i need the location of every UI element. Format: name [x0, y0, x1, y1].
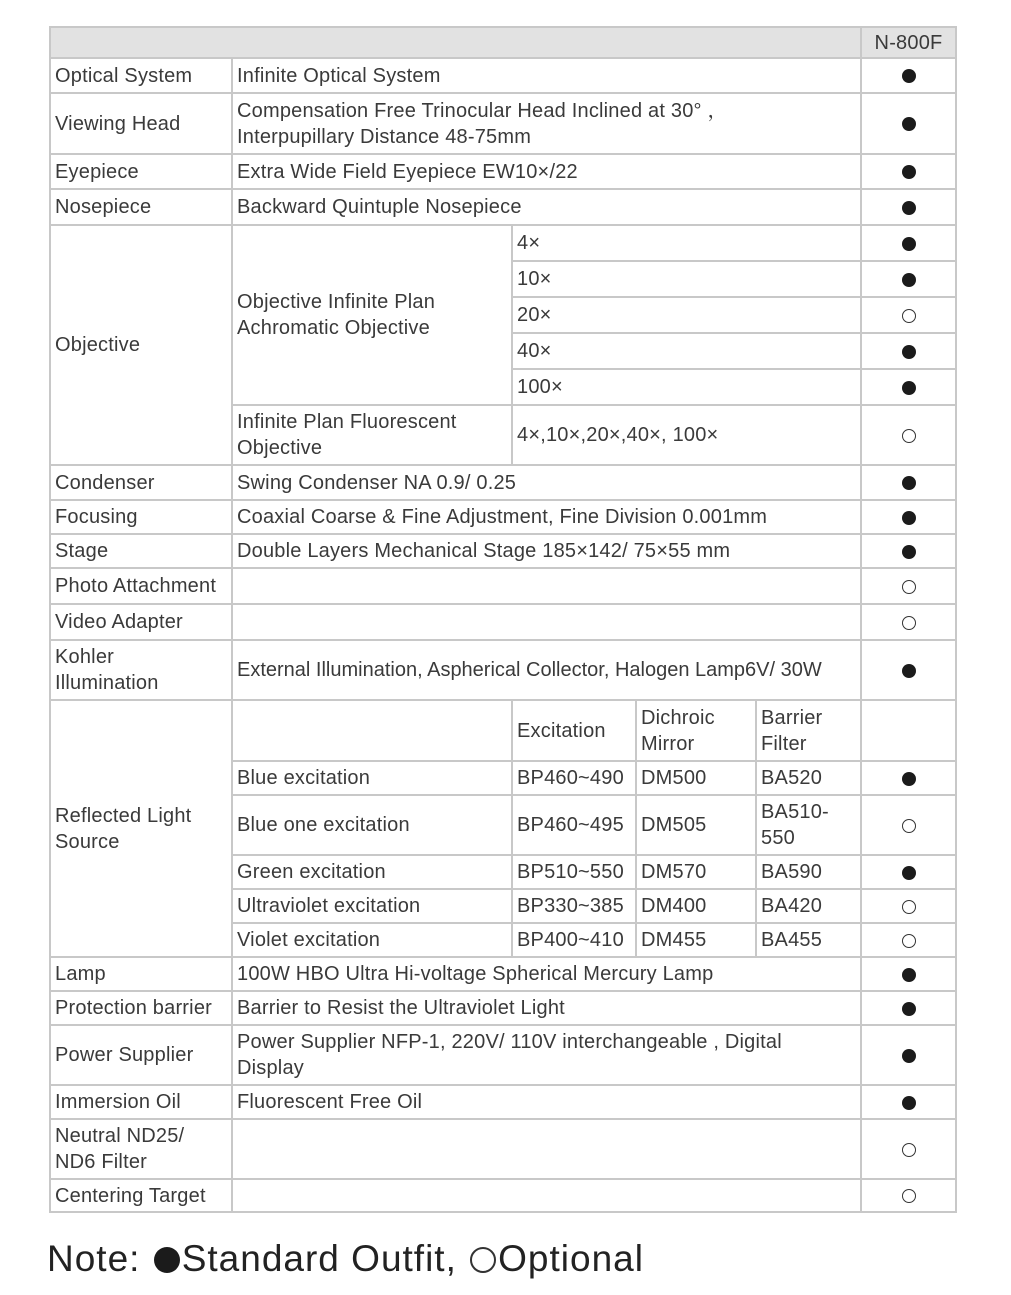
filter-excitation: BP330~385: [512, 889, 636, 923]
row-description: [232, 1025, 861, 1085]
filter-name: Blue one excitation: [232, 795, 512, 855]
row-description: Double Layers Mechanical Stage 185×142/ 75×55 mm: [232, 534, 861, 568]
row-condenser: [50, 465, 956, 500]
standard-dot-icon: [902, 772, 916, 786]
row-description: Extra Wide Field Eyepiece EW10×/22: [232, 154, 861, 189]
row-immersion-oil: [50, 1085, 956, 1119]
mark-cell: [861, 761, 956, 795]
standard-dot-icon: [902, 345, 916, 359]
label-line: Kohler: [55, 646, 115, 668]
filter-name: Blue excitation: [232, 761, 512, 795]
mark-cell: [861, 1085, 956, 1119]
filter-mirror: DM500: [636, 761, 756, 795]
mark-cell: [861, 297, 956, 333]
desc-line: Interpupillary Distance 48-75mm: [237, 125, 532, 148]
mark-cell: [861, 500, 956, 534]
header-line: Dichroic: [641, 706, 715, 729]
row-label: Condenser: [50, 465, 232, 500]
note-standard: Standard Outfit,: [181, 1238, 469, 1279]
objective-mag: 20×: [512, 297, 861, 333]
row-description: Fluorescent Free Oil: [232, 1085, 861, 1119]
mark-cell: [861, 700, 956, 761]
standard-dot-icon: [902, 201, 916, 215]
row-nosepiece: [50, 189, 956, 225]
objective-mag: 10×: [512, 261, 861, 297]
row-description: [232, 1119, 861, 1179]
filter-barrier: BA520: [756, 761, 861, 795]
standard-dot-icon: [902, 69, 916, 83]
row-label: [50, 1119, 232, 1179]
row-label: Protection barrier: [50, 991, 232, 1025]
objective-mag: 100×: [512, 369, 861, 405]
desc-line: Power Supplier NFP-1, 220V/ 110V interchangeable , Digital: [237, 1031, 782, 1053]
desc-line: Objective: [237, 437, 323, 459]
filter-excitation: BP460~490: [512, 761, 636, 795]
mark-cell: [861, 640, 956, 700]
note-optional: Optional: [498, 1238, 644, 1279]
objective-mag: 4×,10×,20×,40×, 100×: [512, 405, 861, 465]
optional-circle-icon: [902, 616, 916, 630]
mark-cell: [861, 855, 956, 889]
standard-dot-icon: [902, 545, 916, 559]
label-line: Reflected Light: [55, 804, 192, 827]
row-label: [50, 700, 232, 957]
filter-barrier: BA420: [756, 889, 861, 923]
row-label: Photo Attachment: [50, 568, 232, 604]
row-description: Swing Condenser NA 0.9/ 0.25: [232, 465, 861, 500]
standard-dot-icon: [902, 968, 916, 982]
filter-mirror: DM570: [636, 855, 756, 889]
row-focusing: [50, 500, 956, 534]
mark-cell: [861, 991, 956, 1025]
row-label: Optical System: [50, 58, 232, 93]
row-description: Backward Quintuple Nosepiece: [232, 189, 861, 225]
header-line: Filter: [761, 732, 807, 755]
filter-name-header: [232, 700, 512, 761]
row-power-supplier: [50, 1025, 956, 1085]
desc-line: Achromatic Objective: [237, 317, 430, 339]
mark-cell: [861, 465, 956, 500]
row-centering-target: [50, 1179, 956, 1212]
row-label: Objective: [50, 225, 232, 465]
standard-dot-icon: [902, 1096, 916, 1110]
row-description: [232, 1179, 861, 1212]
optional-circle-icon: [902, 429, 916, 443]
filter-mirror: DM505: [636, 795, 756, 855]
row-label: Centering Target: [50, 1179, 232, 1212]
mark-cell: [861, 1179, 956, 1212]
row-description: 100W HBO Ultra Hi-voltage Spherical Mercury Lamp: [232, 957, 861, 991]
standard-dot-icon: [902, 476, 916, 490]
row-description: Coaxial Coarse & Fine Adjustment, Fine Division 0.001mm: [232, 500, 861, 534]
mark-cell: [861, 261, 956, 297]
standard-dot-icon: [902, 237, 916, 251]
mark-cell: [861, 58, 956, 93]
note-prefix: Note:: [47, 1238, 152, 1279]
filter-excitation: BP460~495: [512, 795, 636, 855]
mark-cell: [861, 154, 956, 189]
standard-dot-icon: [902, 165, 916, 179]
mark-cell: [861, 1025, 956, 1085]
mark-cell: [861, 93, 956, 154]
row-description: Barrier to Resist the Ultraviolet Light: [232, 991, 861, 1025]
filter-line: BA510-: [761, 801, 829, 823]
mark-cell: [861, 1119, 956, 1179]
filter-barrier: [756, 795, 861, 855]
filter-mirror: DM400: [636, 889, 756, 923]
mark-cell: [861, 957, 956, 991]
filter-excitation: BP510~550: [512, 855, 636, 889]
row-optical-system: [50, 58, 956, 93]
filter-mirror: DM455: [636, 923, 756, 957]
mark-cell: [861, 923, 956, 957]
row-label: Stage: [50, 534, 232, 568]
model-header: N-800F: [861, 27, 956, 58]
row-description: [232, 568, 861, 604]
row-label: Focusing: [50, 500, 232, 534]
filter-excitation: BP400~410: [512, 923, 636, 957]
header-blank-cell: [50, 27, 861, 58]
optional-circle-icon: [902, 309, 916, 323]
mark-cell: [861, 189, 956, 225]
barrier-filter-header: [756, 700, 861, 761]
optional-circle-icon: [902, 580, 916, 594]
standard-dot-icon: [902, 1049, 916, 1063]
row-kohler-illumination: [50, 640, 956, 700]
row-stage: [50, 534, 956, 568]
row-neutral-filter: [50, 1119, 956, 1179]
row-label: Immersion Oil: [50, 1085, 232, 1119]
row-reflected-light-header: [50, 700, 956, 761]
mark-cell: [861, 889, 956, 923]
standard-dot-icon: [902, 1002, 916, 1016]
optional-circle-icon: [902, 1143, 916, 1157]
row-protection-barrier: [50, 991, 956, 1025]
header-line: Barrier: [761, 706, 823, 729]
desc-line: Compensation Free Trinocular Head Inclined at 30° ，: [237, 99, 728, 122]
row-eyepiece: [50, 154, 956, 189]
desc-line: Infinite Plan Fluorescent: [237, 411, 457, 433]
label-line: Source: [55, 830, 120, 853]
label-line: ND6 Filter: [55, 1151, 148, 1173]
row-objective: [50, 225, 956, 261]
row-label: [50, 640, 232, 700]
optional-circle-icon: [902, 934, 916, 948]
mark-cell: [861, 333, 956, 369]
standard-dot-icon: [902, 117, 916, 131]
row-description: [232, 93, 861, 154]
objective-type-label: [232, 225, 512, 405]
row-label: Eyepiece: [50, 154, 232, 189]
standard-dot-icon: [902, 664, 916, 678]
mark-cell: [861, 795, 956, 855]
row-label: Power Supplier: [50, 1025, 232, 1085]
excitation-header: Excitation: [512, 700, 636, 761]
filter-barrier: BA590: [756, 855, 861, 889]
dichroic-mirror-header: [636, 700, 756, 761]
row-lamp: [50, 957, 956, 991]
standard-dot-icon: [902, 273, 916, 287]
row-description: Infinite Optical System: [232, 58, 861, 93]
optional-circle-icon: [902, 819, 916, 833]
filter-name: Green excitation: [232, 855, 512, 889]
row-description: External Illumination, Aspherical Collector, Halogen Lamp6V/ 30W: [232, 640, 861, 700]
row-photo-attachment: [50, 568, 956, 604]
row-label: Video Adapter: [50, 604, 232, 640]
spec-table: [49, 26, 957, 1213]
mark-cell: [861, 604, 956, 640]
mark-cell: [861, 225, 956, 261]
row-description: [232, 604, 861, 640]
mark-cell: [861, 568, 956, 604]
label-line: Illumination: [55, 672, 159, 694]
mark-cell: [861, 534, 956, 568]
legend-note: [47, 1238, 644, 1280]
standard-dot-icon: [902, 381, 916, 395]
standard-dot-icon: [902, 866, 916, 880]
row-label: Lamp: [50, 957, 232, 991]
objective-type-label: [232, 405, 512, 465]
row-label: Viewing Head: [50, 93, 232, 154]
row-video-adapter: [50, 604, 956, 640]
standard-dot-icon: [902, 511, 916, 525]
optional-circle-icon: [902, 900, 916, 914]
row-label: Nosepiece: [50, 189, 232, 225]
filter-barrier: BA455: [756, 923, 861, 957]
filter-name: Ultraviolet excitation: [232, 889, 512, 923]
mark-cell: [861, 369, 956, 405]
optional-circle-icon: [470, 1247, 496, 1273]
desc-line: Objective Infinite Plan: [237, 291, 436, 313]
objective-mag: 4×: [512, 225, 861, 261]
row-viewing-head: [50, 93, 956, 154]
mark-cell: [861, 405, 956, 465]
objective-mag: 40×: [512, 333, 861, 369]
header-row: [50, 27, 956, 58]
desc-line: Display: [237, 1057, 304, 1079]
label-line: Neutral ND25/: [55, 1125, 185, 1147]
optional-circle-icon: [902, 1189, 916, 1203]
standard-dot-icon: [154, 1247, 180, 1273]
filter-name: Violet excitation: [232, 923, 512, 957]
filter-line: 550: [761, 827, 795, 849]
header-line: Mirror: [641, 732, 695, 755]
